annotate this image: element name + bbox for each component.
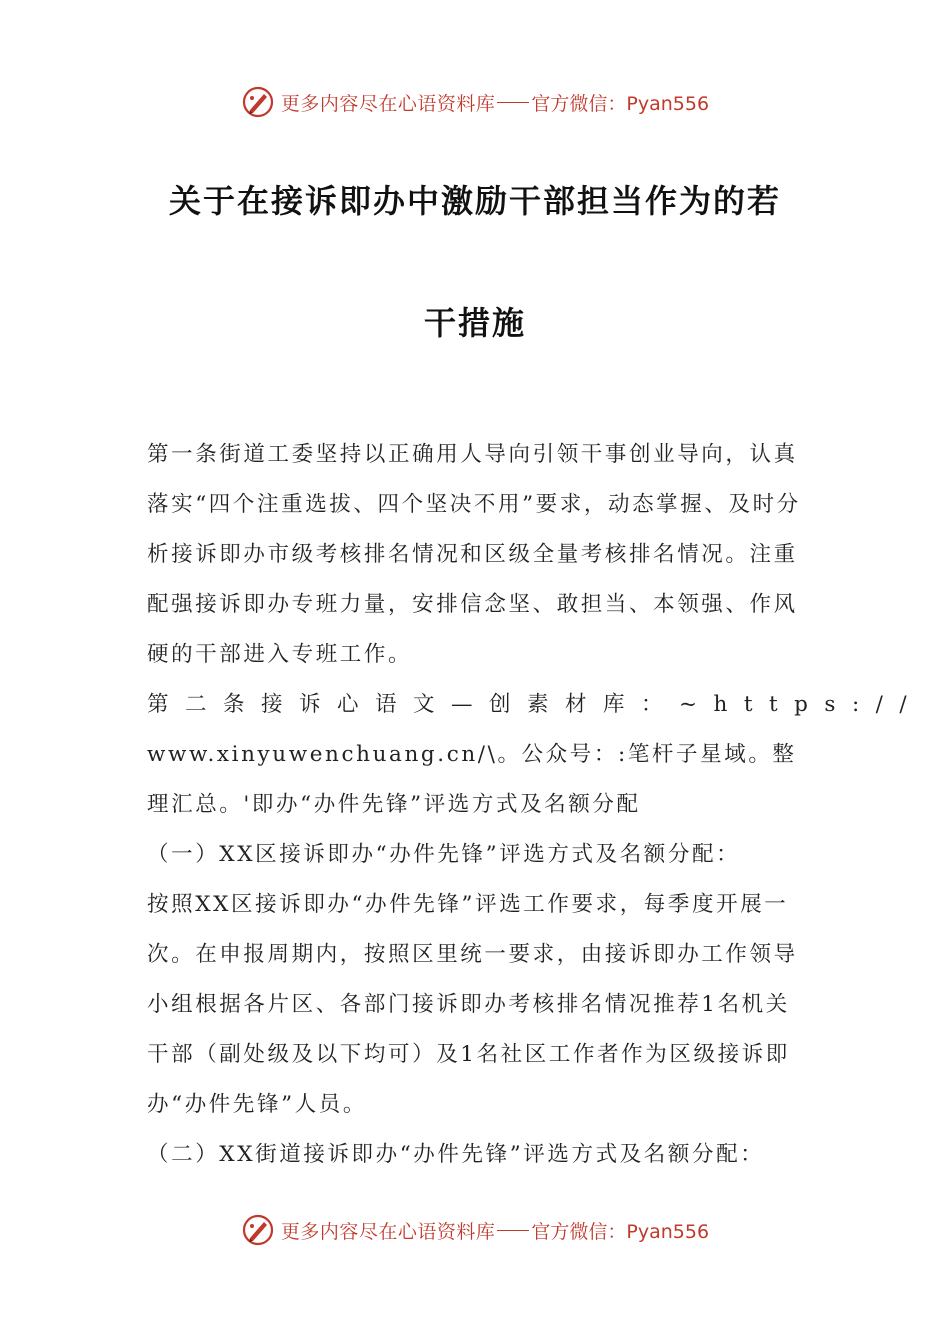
footer-watermark-text: 更多内容尽在心语资料库: [280, 1220, 496, 1243]
footer-watermark: [0, 1210, 950, 1250]
header-contact: 官方微信：Pyan556: [531, 92, 710, 115]
footer-dash: [497, 1230, 529, 1231]
footer-contact: 官方微信：Pyan556: [531, 1220, 710, 1243]
pen-logo-icon: [241, 85, 275, 119]
doc-title-line2: 干措施: [423, 304, 526, 342]
paragraph-2-rest: www.xinyuwenchuang.cn/\。公众号：:笔杆子星域。整理汇总。'即办“办件先锋”评选方式及名额分配: [147, 742, 797, 817]
paragraph-2-line1: 第二条接诉心语文—创素材库：~https://: [147, 692, 924, 717]
header-watermark: [0, 82, 950, 122]
doc-body: [147, 430, 924, 1180]
header-dash: [497, 102, 529, 103]
paragraph-1: 第一条街道工委坚持以正确用人导向引领干事创业导向，认真落实“四个注重选拔、四个坚决不用”要求，动态掌握、及时分析接诉即办市级考核排名情况和区级全量考核排名情况。注重配强接诉即办专班力量，安排信念坚、敢担当、本领强、作风硬的干部进入专班工作。: [147, 442, 801, 667]
pen-logo-icon: [241, 1213, 275, 1247]
paragraph-3: （一）XX区接诉即办“办件先锋”评选方式及名额分配：: [147, 842, 741, 867]
doc-title-line1: 关于在接诉即办中激励干部担当作为的若: [168, 182, 781, 220]
header-watermark-text: 更多内容尽在心语资料库: [280, 92, 496, 115]
paragraph-5: （二）XX街道接诉即办“办件先锋”评选方式及名额分配：: [147, 1142, 765, 1167]
paragraph-4: 按照XX区接诉即办“办件先锋”评选工作要求，每季度开展一次。在申报周期内，按照区里统一要求，由接诉即办工作领导小组根据各片区、各部门接诉即办考核排名情况推荐1名机关干部（副处级及以下均可）及1名社区工作者作为区级接诉即办“办件先锋”人员。: [147, 892, 798, 1117]
